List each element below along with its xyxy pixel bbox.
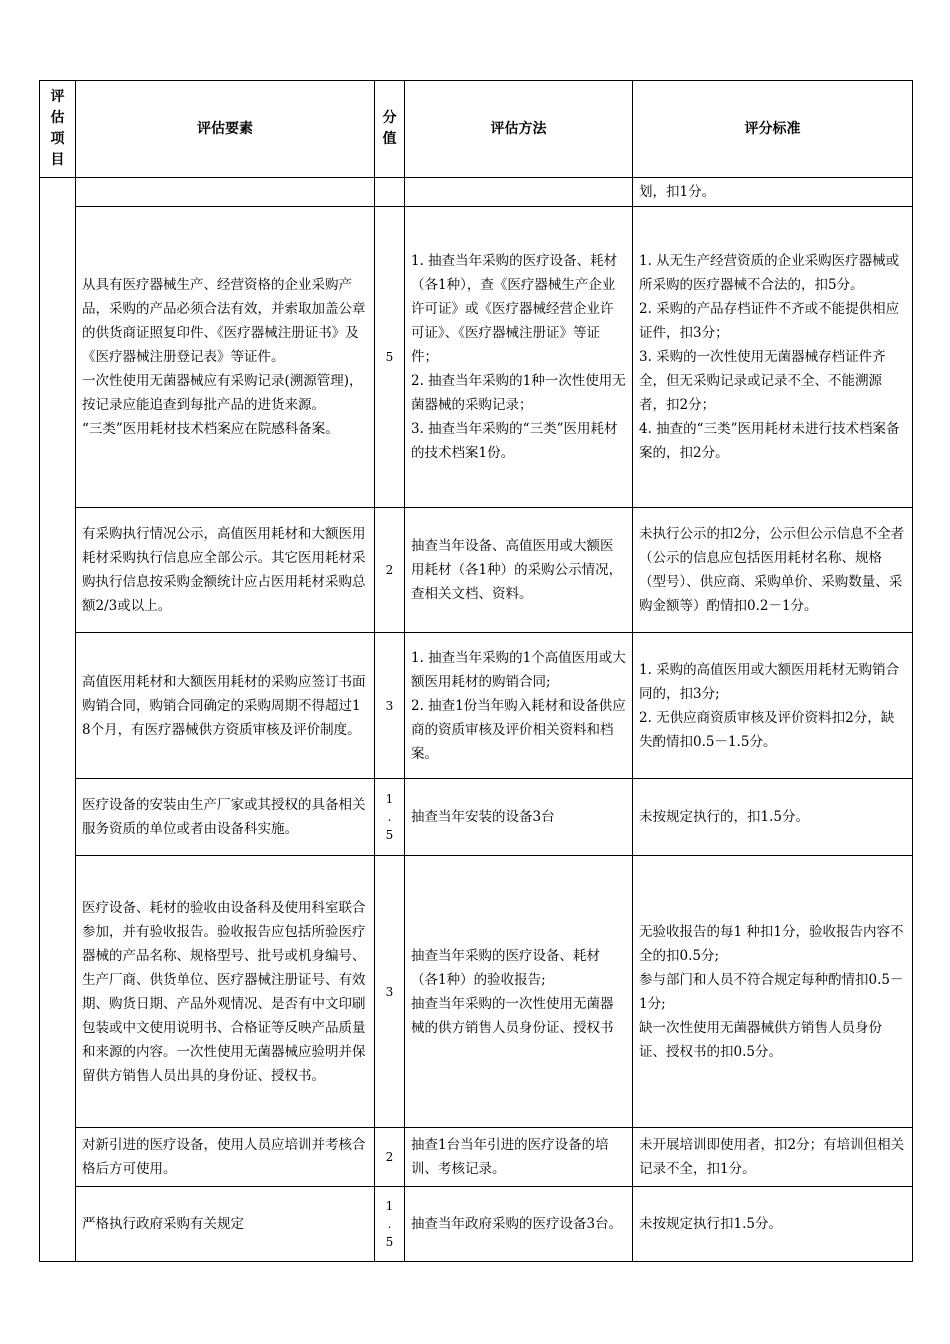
element-cell: 严格执行政府采购有关规定 — [76, 1187, 375, 1262]
table-row — [40, 207, 913, 508]
element-cell: 医疗设备的安装由生产厂家或其授权的具备相关服务资质的单位或者由设备科实施。 — [76, 779, 375, 856]
standard-cell: 1. 采购的高值医用或大额医用耗材无购销合同的，扣3分; 2. 无供应商资质审核及评价资料扣2分，缺失酌情扣0.5－1.5分。 — [633, 633, 913, 779]
header-standard: 评分标准 — [633, 81, 913, 178]
standard-cell: 1. 从无生产经营资质的企业采购医疗器械或所采购的医疗器械不合法的，扣5分。 2. 采购的产品存档证件不齐或不能提供相应证件，扣3分； 3. 采购的一次性使用无菌器械存档证件齐全，但无采购记录或记录不全、不能溯源者，扣2分； 4. 抽查的“三类”医用耗材未进行技术档案备案的，扣2分。 — [633, 207, 913, 508]
standard-cell: 未开展培训即使用者，扣2分；有培训但相关记录不全，扣1分。 — [633, 1128, 913, 1187]
method-cell: 抽查当年设备、高值医用或大额医用耗材（各1种）的采购公示情况，查相关文档、资料。 — [405, 508, 633, 633]
element-cell — [76, 178, 375, 207]
table-header-row — [40, 81, 913, 178]
method-cell: 抽查当年安装的设备3台 — [405, 779, 633, 856]
element-cell: 对新引进的医疗设备，使用人员应培训并考核合格后方可使用。 — [76, 1128, 375, 1187]
table-row — [40, 633, 913, 779]
header-method: 评估方法 — [405, 81, 633, 178]
element-cell: 从具有医疗器械生产、经营资格的企业采购产品，采购的产品必须合法有效，并索取加盖公章的供货商证照复印件、《医疗器械注册证书》及《医疗器械注册登记表》等证件。 一次性使用无菌器械应有采购记录(溯源管理)，按记录应能追查到每批产品的进货来源。 “三类”医用耗材技术档案应在院感科备案。 — [76, 207, 375, 508]
score-cell: 5 — [375, 207, 405, 508]
score-cell: 1 . 5 — [375, 1187, 405, 1262]
method-cell: 1. 抽查当年采购的医疗设备、耗材（各1种），查《医疗器械生产企业许可证》或《医疗器械经营企业许可证》、《医疗器械注册证》等证件； 2. 抽查当年采购的1种一次性使用无菌器械的采购记录； 3. 抽查当年采购的“三类”医用耗材的技术档案1份。 — [405, 207, 633, 508]
method-cell: 抽查1台当年引进的医疗设备的培训、考核记录。 — [405, 1128, 633, 1187]
table-row — [40, 508, 913, 633]
method-cell: 抽查当年采购的医疗设备、耗材（各1种）的验收报告; 抽查当年采购的一次性使用无菌器械的供方销售人员身份证、授权书 — [405, 856, 633, 1128]
table-row — [40, 1187, 913, 1262]
table-row — [40, 856, 913, 1128]
table-row — [40, 1128, 913, 1187]
score-cell: 2 — [375, 1128, 405, 1187]
method-cell: 1. 抽查当年采购的1个高值医用或大额医用耗材的购销合同; 2. 抽查1份当年购入耗材和设备供应商的资质审核及评价相关资料和档案。 — [405, 633, 633, 779]
score-cell: 1 . 5 — [375, 779, 405, 856]
method-cell: 抽查当年政府采购的医疗设备3台。 — [405, 1187, 633, 1262]
assessment-table — [39, 80, 913, 1262]
standard-cell: 划，扣1分。 — [633, 178, 913, 207]
table-row — [40, 779, 913, 856]
standard-cell: 未执行公示的扣2分，公示但公示信息不全者（公示的信息应包括医用耗材名称、规格（型号）、供应商、采购单价、采购数量、采购金额等）酌情扣0.2－1分。 — [633, 508, 913, 633]
standard-cell: 无验收报告的每1 种扣1分，验收报告内容不全的扣0.5分; 参与部门和人员不符合规定每种酌情扣0.5－1分; 缺一次性使用无菌器械供方销售人员身份证、授权书的扣0.5分。 — [633, 856, 913, 1128]
score-cell — [375, 178, 405, 207]
score-cell: 2 — [375, 508, 405, 633]
element-cell: 医疗设备、耗材的验收由设备科及使用科室联合参加，并有验收报告。验收报告应包括所验医疗器械的产品名称、规格型号、批号或机身编号、生产厂商、供货单位、医疗器械注册证号、有效期、购货日期、产品外观情况、是否有中文印刷包装或中文使用说明书、合格证等反映产品质量和来源的内容。一次性使用无菌器械应验明并保留供方销售人员出具的身份证、授权书。 — [76, 856, 375, 1128]
score-cell: 3 — [375, 856, 405, 1128]
standard-cell: 未按规定执行的，扣1.5分。 — [633, 779, 913, 856]
element-cell: 高值医用耗材和大额医用耗材的采购应签订书面购销合同，购销合同确定的采购周期不得超过18个月，有医疗器械供方资质审核及评价制度。 — [76, 633, 375, 779]
assessment-item-cell — [40, 178, 76, 1262]
method-cell — [405, 178, 633, 207]
table-row — [40, 178, 913, 207]
header-item: 评 估 项 目 — [40, 81, 76, 178]
header-element: 评估要素 — [76, 81, 375, 178]
standard-cell: 未按规定执行扣1.5分。 — [633, 1187, 913, 1262]
header-score: 分 值 — [375, 81, 405, 178]
score-cell: 3 — [375, 633, 405, 779]
element-cell: 有采购执行情况公示，高值医用耗材和大额医用耗材采购执行信息应全部公示。其它医用耗材采购执行信息按采购金额统计应占医用耗材采购总额2/3或以上。 — [76, 508, 375, 633]
